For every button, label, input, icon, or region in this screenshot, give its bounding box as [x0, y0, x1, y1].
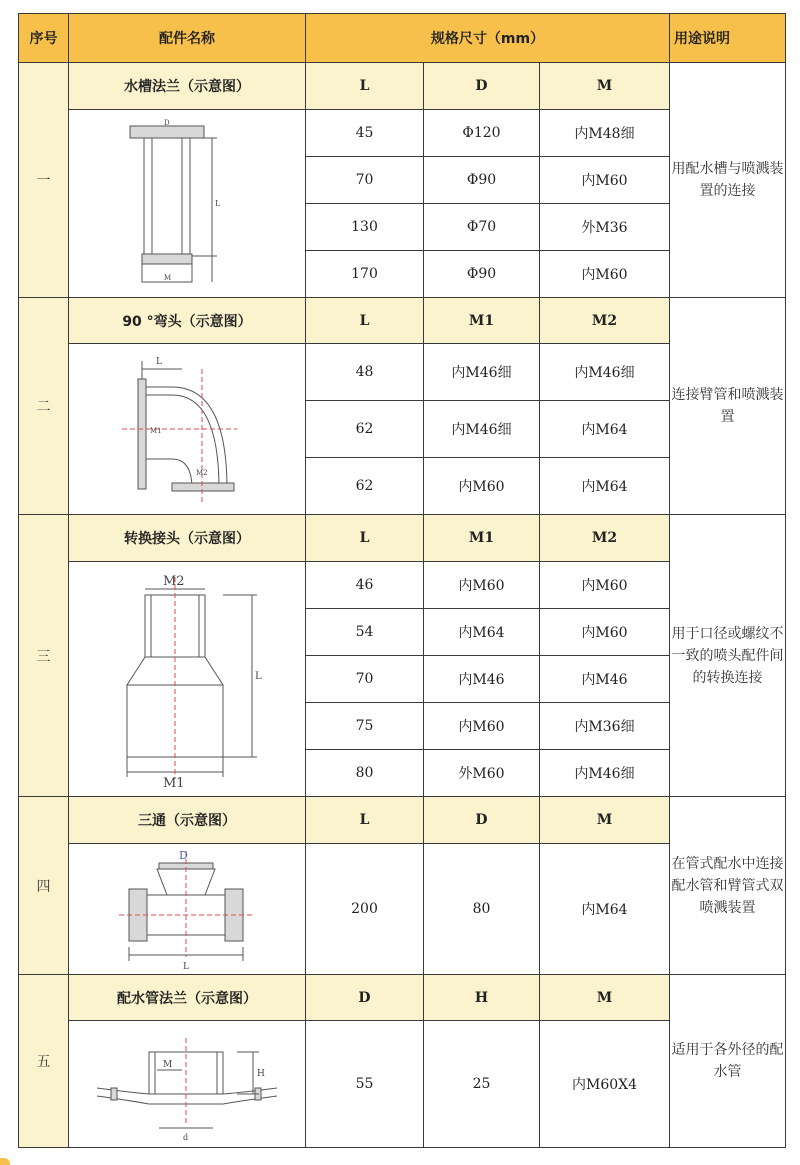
section-1-col: L: [306, 63, 424, 110]
s3-label-l: L: [255, 670, 262, 682]
table-cell: 45: [306, 110, 424, 157]
table-cell: 内M64: [540, 458, 670, 515]
table-cell: 外M60: [424, 750, 540, 797]
section-1-title: 水槽法兰（示意图）: [69, 63, 306, 110]
section-4-title-row: [19, 797, 786, 844]
table-cell: 内M46细: [540, 344, 670, 401]
spec-table: [18, 13, 786, 1148]
section-2-col: M1: [424, 298, 540, 344]
header-seq: 序号: [19, 14, 69, 63]
table-cell: Φ90: [424, 251, 540, 298]
section-4-col: D: [424, 797, 540, 844]
table-cell: 70: [306, 157, 424, 204]
section-5-col: D: [306, 975, 424, 1021]
section-1-seq: 一: [19, 63, 69, 298]
table-cell: 内M46: [540, 656, 670, 703]
section-5-col: M: [540, 975, 670, 1021]
section-5-title-row: [19, 975, 786, 1021]
s1-label-l: L: [215, 199, 221, 208]
corner-accent: [0, 1158, 10, 1165]
table-cell: 内M46细: [424, 401, 540, 458]
table-cell: 内M60: [424, 703, 540, 750]
table-cell: 内M60: [540, 609, 670, 656]
table-cell: 内M36细: [540, 703, 670, 750]
section-2-use: 连接臂管和喷溅装置: [670, 298, 786, 515]
section-2-diagram: [69, 344, 306, 515]
section-3-seq: 三: [19, 515, 69, 797]
section-2-col: L: [306, 298, 424, 344]
section-4-title: 三通（示意图）: [69, 797, 306, 844]
s5-label-d: d: [183, 1133, 189, 1142]
section-5-col: H: [424, 975, 540, 1021]
table-cell: 内M60X4: [540, 1021, 670, 1148]
s4-label-d: D: [179, 848, 188, 862]
section-3-col: L: [306, 515, 424, 562]
s5-label-h: H: [257, 1069, 265, 1079]
section-3-title-row: [19, 515, 786, 562]
section-2-col: M2: [540, 298, 670, 344]
table-cell: 外M36: [540, 204, 670, 251]
table-cell: 62: [306, 458, 424, 515]
table-cell: 62: [306, 401, 424, 458]
section-3-title: 转换接头（示意图）: [69, 515, 306, 562]
section-3-col: M2: [540, 515, 670, 562]
table-cell: 200: [306, 844, 424, 975]
s3-label-m1: M1: [163, 775, 185, 791]
header-name: 配件名称: [69, 14, 306, 63]
section-1-title-row: [19, 63, 786, 110]
table-cell: 25: [424, 1021, 540, 1148]
section-2-seq: 二: [19, 298, 69, 515]
section-4-seq: 四: [19, 797, 69, 975]
table-cell: Φ70: [424, 204, 540, 251]
section-3-diagram: [69, 562, 306, 797]
table-cell: 80: [306, 750, 424, 797]
table-cell: 170: [306, 251, 424, 298]
s5-label-m: M: [163, 1060, 173, 1070]
section-1-col: D: [424, 63, 540, 110]
section-4-diagram: [69, 844, 306, 975]
table-cell: 内M60: [540, 157, 670, 204]
table-cell: 80: [424, 844, 540, 975]
table-cell: 内M60: [424, 562, 540, 609]
table-cell: 内M60: [540, 251, 670, 298]
section-3-use: 用于口径或螺纹不一致的喷头配件间的转换连接: [670, 515, 786, 797]
table-cell: 75: [306, 703, 424, 750]
table-cell: 130: [306, 204, 424, 251]
section-2-title: 90 °弯头（示意图）: [69, 298, 306, 344]
table-cell: 55: [306, 1021, 424, 1148]
table-cell: Φ120: [424, 110, 540, 157]
header-spec: 规格尺寸（mm）: [306, 14, 670, 63]
section-5-seq: 五: [19, 975, 69, 1148]
s2-label-l: L: [156, 357, 162, 367]
header-row: [19, 14, 786, 63]
table-cell: 46: [306, 562, 424, 609]
table-cell: 内M64: [540, 401, 670, 458]
table-cell: 内M60: [540, 562, 670, 609]
section-5-use: 适用于各外径的配水管: [670, 975, 786, 1148]
section-4-use: 在管式配水中连接配水管和臂管式双喷溅装置: [670, 797, 786, 975]
s1-label-m: M: [164, 274, 172, 282]
table-cell: 48: [306, 344, 424, 401]
section-5-diagram: [69, 1021, 306, 1148]
table-cell: 70: [306, 656, 424, 703]
section-3-col: M1: [424, 515, 540, 562]
s3-label-m2: M2: [163, 573, 185, 589]
section-1-diagram: [69, 110, 306, 298]
table-cell: 内M48细: [540, 110, 670, 157]
header-use: 用途说明: [670, 14, 786, 63]
table-cell: 内M46细: [424, 344, 540, 401]
table-cell: Φ90: [424, 157, 540, 204]
section-4-col: L: [306, 797, 424, 844]
section-1-use: 用配水槽与喷溅装置的连接: [670, 63, 786, 298]
table-cell: 内M46: [424, 656, 540, 703]
s4-label-l: L: [183, 961, 189, 972]
table-cell: 内M64: [424, 609, 540, 656]
section-2-title-row: [19, 298, 786, 344]
s1-label-d: D: [164, 119, 170, 127]
section-5-title: 配水管法兰（示意图）: [69, 975, 306, 1021]
s2-label-m2: M2: [196, 469, 208, 477]
s2-label-m1: M1: [150, 427, 162, 435]
table-cell: 内M46细: [540, 750, 670, 797]
section-1-col: M: [540, 63, 670, 110]
table-cell: 54: [306, 609, 424, 656]
table-cell: 内M60: [424, 458, 540, 515]
table-cell: 内M64: [540, 844, 670, 975]
section-4-col: M: [540, 797, 670, 844]
